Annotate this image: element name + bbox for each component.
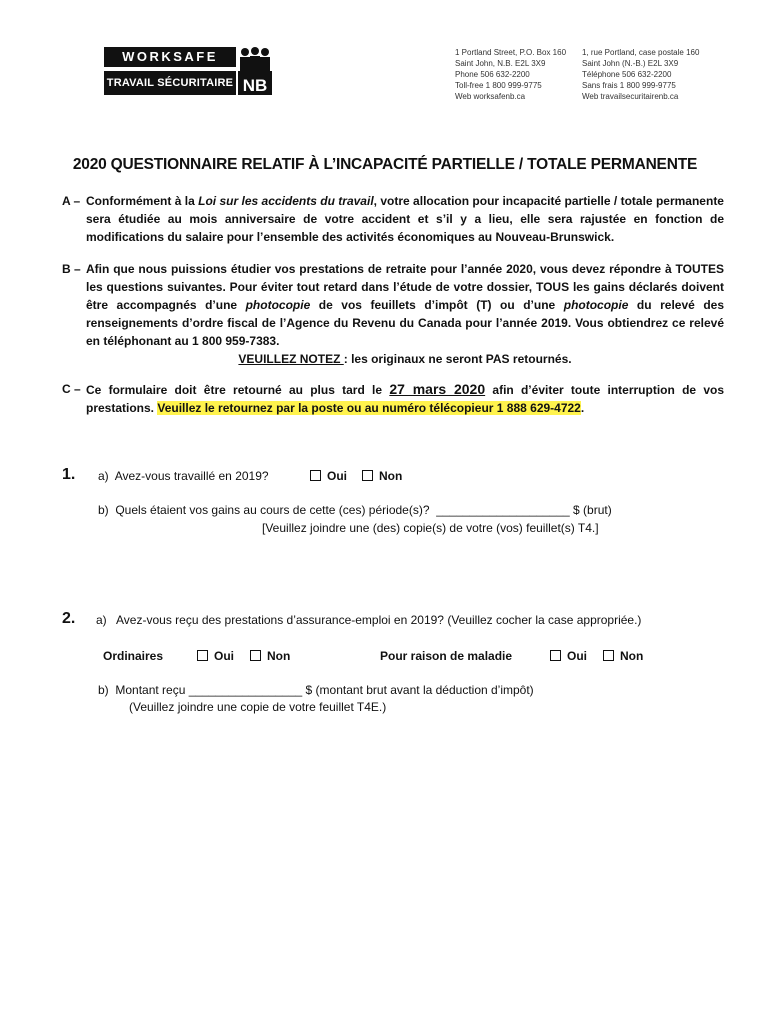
return-instructions-highlight: Veuillez le retournez par la poste ou au numéro télécopieur 1 888 629-4722 xyxy=(157,401,581,415)
section-c xyxy=(62,380,724,417)
people-figures-icon xyxy=(238,47,272,95)
q2a-text: a) Avez-vous reçu des prestations d’assurance-emploi en 2019? (Veuillez cocher la case appropriée.) xyxy=(96,613,642,627)
worksafe-logo xyxy=(104,47,270,99)
q1a-yes-option[interactable]: Oui xyxy=(310,468,347,485)
deadline-date: 27 mars 2020 xyxy=(389,381,486,397)
address-french: 1, rue Portland, case postale 160 Saint John (N.-B.) E2L 3X9 Téléphone 506 632-2200 Sans frais 1 800 999-9775 Web travailsecuritairenb.ca xyxy=(582,48,700,101)
q2-regular-label: Ordinaires xyxy=(103,649,164,663)
q2-sick-label: Pour raison de maladie xyxy=(380,649,513,663)
section-b-text: Afin que nous puissions étudier vos prestations de retraite pour l’année 2020, vous devez répondre à TOUTES les questions suivantes. Pour éviter tout retard dans l’étude de votre dossier, TOUS les gains déclarés doivent être accompagnés d’une photocopie de vos feuillets d’impôt (T) ou d’une photocopie du relevé des renseignements d’ordre fiscal de l’Agence du Revenu du Canada pour l’année 2019. Vous obtiendrez ce relevé en téléphonant au 1 800 959-7383. VEUILLEZ NOTEZ : les originaux ne seront PAS retournés. xyxy=(86,262,724,366)
question-2-number: 2. xyxy=(62,610,76,627)
logo-travail-text: TRAVAIL SÉCURITAIRE xyxy=(104,71,236,95)
q2-regular-yes-checkbox[interactable] xyxy=(197,650,208,661)
section-a-text: Conformément à la Loi sur les accidents du travail, votre allocation pour incapacité partielle / totale permanente sera étudiée au mois anniversaire de votre accident et s’il y a lieu, elle sera rajustée en fonction de modifications du salaire pour l’ensemble des activités économiques au Nouveau-Brunswick. xyxy=(86,194,724,244)
q2b-note: (Veuillez joindre une copie de votre feuillet T4E.) xyxy=(129,700,387,714)
logo-nb-text: NB xyxy=(242,76,268,95)
q1b-note: [Veuillez joindre une (des) copie(s) de votre (vos) feuillet(s) T4.] xyxy=(262,521,599,535)
q1b-earnings-field[interactable]: ____________________ xyxy=(436,503,570,517)
form-title: 2020 QUESTIONNAIRE RELATIF À L’INCAPACITÉ PARTIELLE / TOTALE PERMANENTE xyxy=(72,156,698,173)
q2b-amount-field[interactable]: _________________ xyxy=(188,683,303,697)
q1b-text: b) Quels étaient vos gains au cours de cette (ces) période(s)? ____________________ $ (brut) xyxy=(98,503,612,517)
question-1-number: 1. xyxy=(62,466,76,483)
q2b-text: b) Montant reçu _________________ $ (montant brut avant la déduction d’impôt) xyxy=(98,683,534,697)
q2-sick-yes-option[interactable]: Oui xyxy=(550,648,587,665)
q2-sick-no-option[interactable]: Non xyxy=(603,648,643,665)
q2-regular-yes-option[interactable]: Oui xyxy=(197,648,234,665)
section-c-text: Ce formulaire doit être retourné au plus tard le 27 mars 2020 afin d’éviter toute interruption de vos prestations. Veuillez le retournez par la poste ou au numéro télécopieur 1 888 629-4722. xyxy=(86,381,725,415)
q1a-no-option[interactable]: Non xyxy=(362,468,402,485)
address-english: 1 Portland Street, P.O. Box 160 Saint John, N.B. E2L 3X9 Phone 506 632-2200 Toll-free 1 800 999-9775 Web worksafenb.ca xyxy=(455,48,567,101)
section-c-label: C – xyxy=(62,382,81,396)
section-a-label: A – xyxy=(62,194,81,208)
section-a xyxy=(62,192,724,246)
q1a-no-checkbox[interactable] xyxy=(362,470,373,481)
q2-sick-no-checkbox[interactable] xyxy=(603,650,614,661)
notice-originals: VEUILLEZ NOTEZ : les originaux ne seront PAS retournés. xyxy=(238,352,572,366)
q1a-text: a) Avez-vous travaillé en 2019? xyxy=(98,469,269,483)
q2-regular-no-checkbox[interactable] xyxy=(250,650,261,661)
law-title: Loi sur les accidents du travail xyxy=(198,194,374,208)
q2-regular-no-option[interactable]: Non xyxy=(250,648,290,665)
section-b-label: B – xyxy=(62,262,81,276)
logo-worksafe-text: WORKSAFE xyxy=(104,47,236,67)
section-b xyxy=(62,260,724,368)
q2-sick-yes-checkbox[interactable] xyxy=(550,650,561,661)
q1a-yes-checkbox[interactable] xyxy=(310,470,321,481)
